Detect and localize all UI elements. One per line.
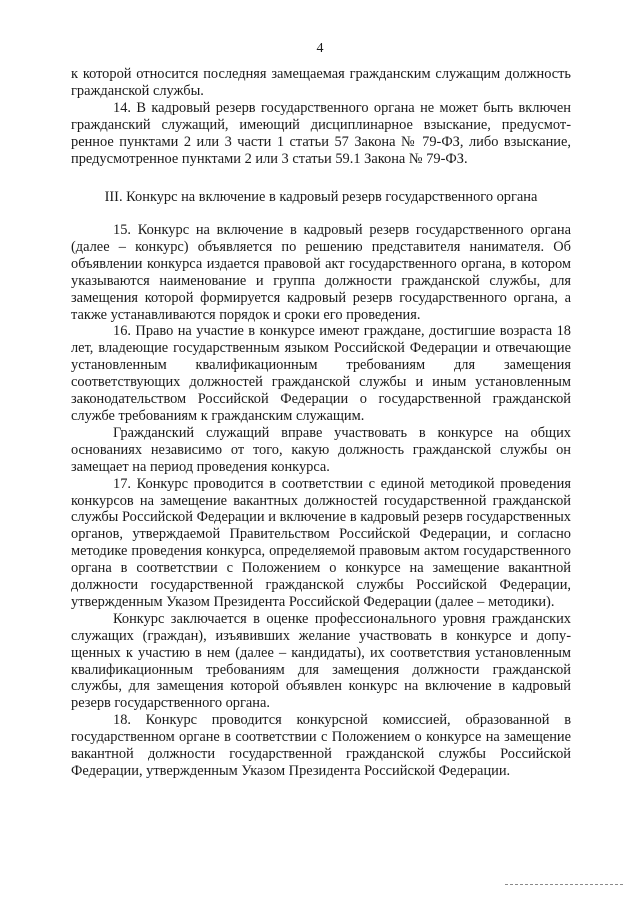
section-heading: III. Конкурс на включение в кадровый резерв государственного органа <box>104 189 538 205</box>
text-block-top <box>71 66 571 167</box>
paragraph-15: 15. Конкурс на включение в кадровый резерв государственного органа (далее – конкурс) объявляется по решению представителя нанимателя. Об объявлении конкурса издается правовой акт государственного органа, в котором указываются наименование и группа должности гражданской службы, для замещения которой формируется кадровый резерв государственного органа, а также устанавливаются порядок и сроки его проведения. <box>71 222 571 323</box>
paragraph-17: 17. Конкурс проводится в соответствии с единой методикой проведения конкурсов на замещение вакантных должностей государственной гражданской службы Российской Федерации и включение в кадровый резерв государственных органов, утверждаемой Правительством Российской Федерации, и согласно методике проведения конкурса, определяемой правовым актом государственного органа в соответствии с Положением о конкурсе на замещение вакантной должности государственной гражданской службы Российской Федерации, утвержденным Указом Президента Российской Федерации (далее – методики). <box>71 475 571 610</box>
paragraph-continuation: к которой относится последняя замещаемая гражданским служащим должность гражданской службы. <box>71 66 571 99</box>
paragraph-14: 14. В кадровый резерв государственного органа не может быть включен гражданский служащий, имеющий дисциплинарное взыскание, предусмотренное пунктами 2 или 3 части 1 статьи 57 Закона № 79-ФЗ, либо взыскание, предусмотренное пунктами 2 или 3 статьи 59.1 Закона № 79-ФЗ. <box>71 99 571 167</box>
paragraph-18: 18. Конкурс проводится конкурсной комиссией, образованной в государственном органе в соответствии с Положением о конкурсе на замещение вакантной должности государственной гражданской службы Российской Федерации, утвержденным Указом Президента Российской Федерации. <box>71 712 571 779</box>
text-block-main <box>71 222 571 780</box>
paragraph-16-cont: Гражданский служащий вправе участвовать в конкурсе на общих основаниях независимо от того, какую должность гражданской службы он замещает на период проведения конкурса. <box>71 424 571 475</box>
footer-divider <box>505 884 623 885</box>
paragraph-16: 16. Право на участие в конкурсе имеют граждане, достигшие возраста 18 лет, владеющие государственным языком Российской Федерации и отвечающие установленным квалификационным требованиям для замещения соответствующих должностей гражданской службы и иным установленным законодательством Российской Федерации о государственной гражданской службе требованиям к гражданским служащим. <box>71 323 571 424</box>
paragraph-17-cont: Конкурс заключается в оценке профессионального уровня гражданских служащих (граждан), изъявивших желание участвовать в конкурсе и допущенных к участию в нем (далее – кандидаты), их соответствия установленным квалификационным требованиям для замещения должности гражданской службы, для замещения которой объявлен конкурс на включение в кадровый резерв государственного органа. <box>71 610 571 712</box>
page-number: 4 <box>316 41 324 56</box>
